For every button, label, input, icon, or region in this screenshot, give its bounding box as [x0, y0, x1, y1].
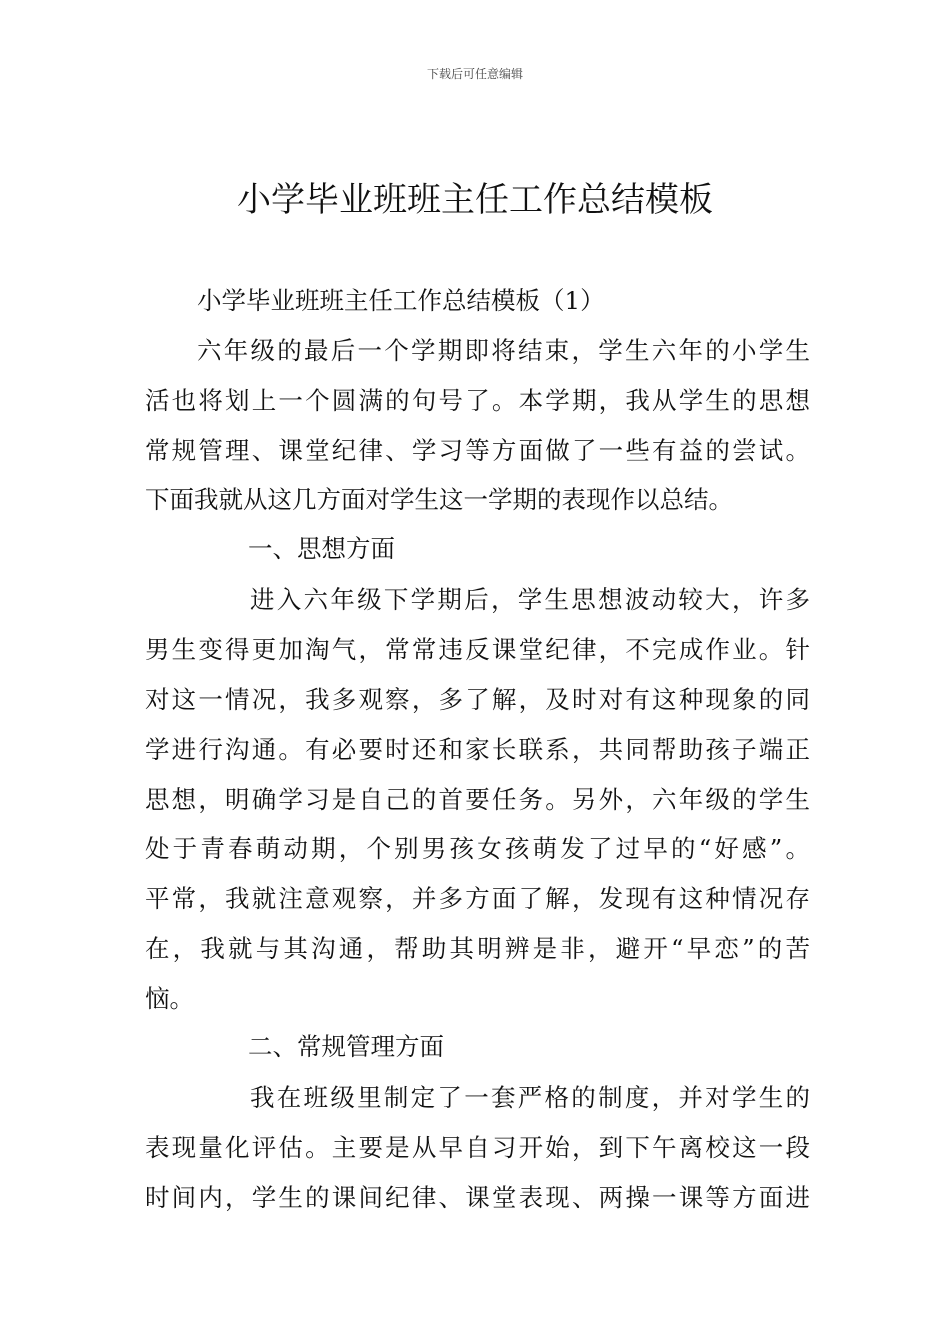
section-heading: 二、常规管理方面 — [248, 1032, 444, 1061]
paragraph-line: 平常，我就注意观察，并多方面了解，发现有这种情况存 — [145, 884, 810, 913]
paragraph-line: 时间内，学生的课间纪律、课堂表现、两操一课等方面进 — [145, 1183, 810, 1212]
paragraph-line: 常规管理、课堂纪律、学习等方面做了一些有益的尝试。 — [145, 436, 810, 465]
paragraph-line: 我在班级里制定了一套严格的制度，并对学生的 — [250, 1083, 810, 1112]
paragraph-line: 在，我就与其沟通，帮助其明辨是非，避开“早恋”的苦 — [145, 934, 810, 963]
paragraph-line: 恼。 — [145, 984, 194, 1013]
document-title: 小学毕业班班主任工作总结模板 — [237, 180, 713, 220]
paragraph-line: 思想，明确学习是自己的首要任务。另外，六年级的学生 — [145, 785, 810, 814]
header-note: 下载后可任意编辑 — [426, 67, 523, 81]
paragraph-line: 活也将划上一个圆满的句号了。本学期，我从学生的思想 — [145, 386, 810, 415]
paragraph-line: 对这一情况，我多观察，多了解，及时对有这种现象的同 — [145, 685, 810, 714]
paragraph-line: 下面我就从这几方面对学生这一学期的表现作以总结。 — [145, 485, 733, 514]
paragraph-line: 处于青春萌动期，个别男孩女孩萌发了过早的“好感”。 — [145, 834, 810, 863]
paragraph-line: 六年级的最后一个学期即将结束，学生六年的小学生 — [197, 336, 810, 365]
paragraph-line: 表现量化评估。主要是从早自习开始，到下午离校这一段 — [145, 1133, 810, 1162]
paragraph-line: 学进行沟通。有必要时还和家长联系，共同帮助孩子端正 — [145, 735, 810, 764]
section-heading: 一、思想方面 — [248, 534, 395, 563]
paragraph-line: 男生变得更加淘气，常常违反课堂纪律，不完成作业。针 — [145, 635, 810, 664]
subtitle: 小学毕业班班主任工作总结模板（1） — [197, 286, 605, 315]
paragraph-line: 进入六年级下学期后，学生思想波动较大，许多 — [250, 585, 810, 614]
